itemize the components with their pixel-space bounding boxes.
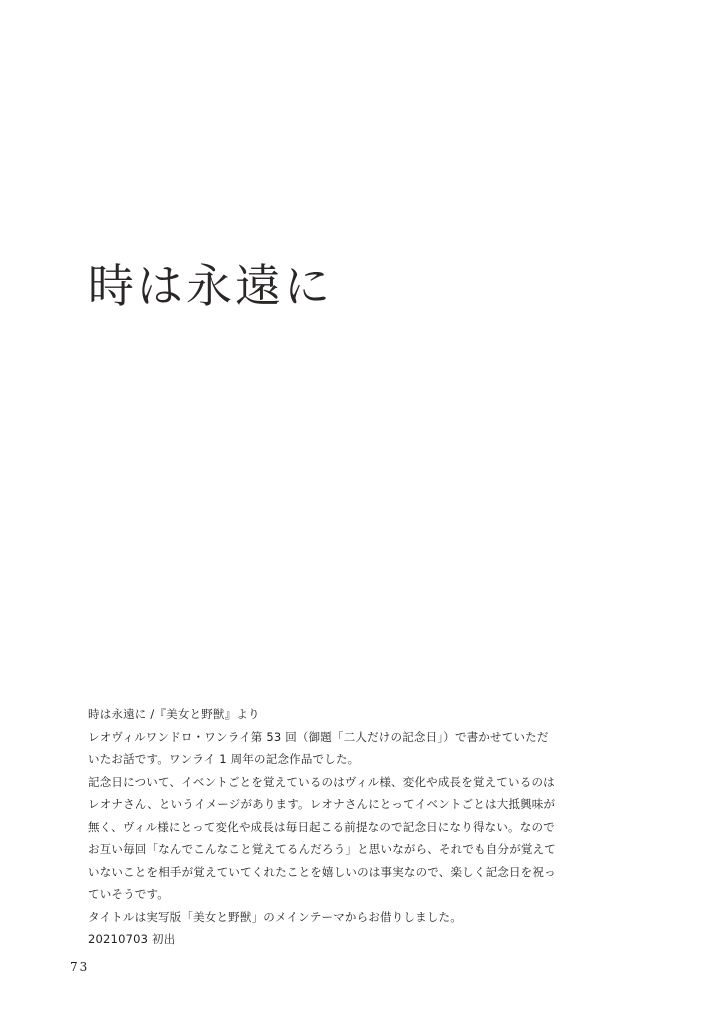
afterword-line: いたお話です。ワンライ 1 周年の記念作品でした。 bbox=[88, 752, 360, 766]
afterword-line: タイトルは実写版「美女と野獣」のメインテーマからお借りしました。 bbox=[88, 909, 462, 924]
page-number: 73 bbox=[70, 960, 90, 974]
afterword-line: ていそうです。 bbox=[88, 887, 169, 901]
page-title: 時は永遠に bbox=[88, 259, 333, 313]
afterword-text bbox=[88, 703, 558, 951]
afterword-line: お互い毎回「なんでこんなこと覚えてるんだろう」と思いながら、それでも自分が覚えて bbox=[88, 842, 556, 856]
afterword-line: 記念日について、イベントごとを覚えているのはヴィル様、変化や成長を覚えているのは bbox=[88, 774, 555, 789]
afterword-line: 時は永遠に /『美女と野獣』より bbox=[88, 707, 260, 721]
afterword-line: いないことを相手が覚えていてくれたことを嬉しいのは事実なので、楽しく記念日を祝っ bbox=[88, 864, 556, 879]
afterword-line: 20210703 初出 bbox=[88, 932, 176, 946]
afterword-line: レオナさん、というイメージがあります。レオナさんにとってイベントごとは大抵興味が bbox=[88, 797, 556, 811]
afterword-line: 無く、ヴィル様にとって変化や成長は毎日起こる前提なので記念日になり得ない。なので bbox=[88, 819, 555, 834]
afterword-line: レオヴィルワンドロ・ワンライ第 53 回（御題「二人だけの記念日」）で書かせていただ bbox=[88, 729, 549, 744]
